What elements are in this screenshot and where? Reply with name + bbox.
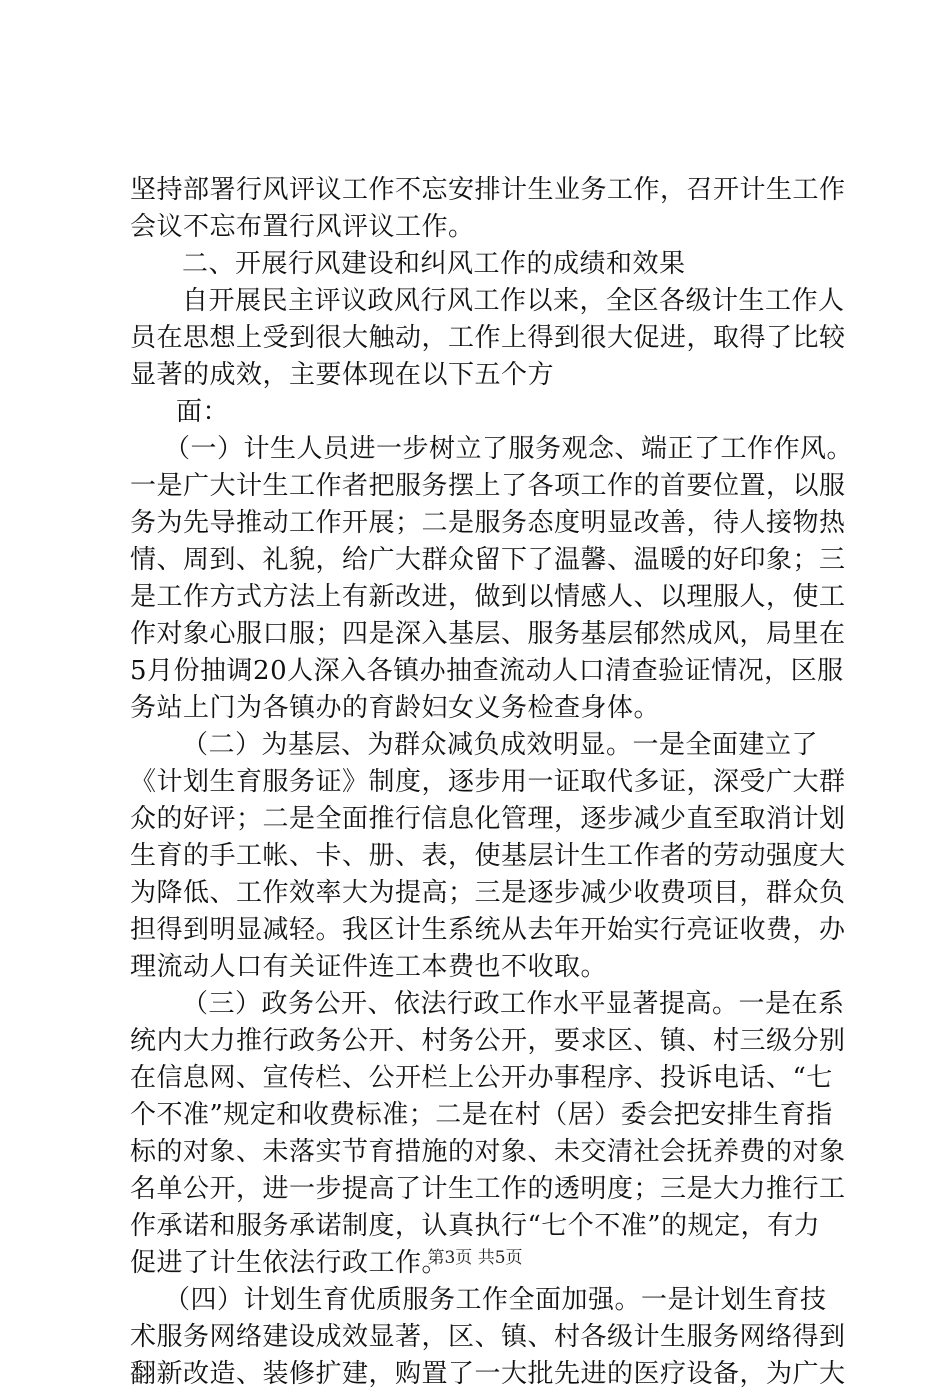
subsection-heading: （三）政务公开、依法行政工作水平显著提高。一是在系 <box>182 989 845 1019</box>
page-number-footer: 第3页 共5页 <box>427 1248 523 1268</box>
text-line: 一是广大计生工作者把服务摆上了各项工作的首要位置，以服 <box>130 471 846 501</box>
text-line: 翻新改造、装修扩建，购置了一大批先进的医疗设备，为广大 <box>130 1359 846 1389</box>
text-line: 名单公开，进一步提高了计生工作的透明度；三是大力推行工 <box>130 1174 846 1204</box>
text-line: 担得到明显减轻。我区计生系统从去年开始实行亮证收费，办 <box>130 915 846 945</box>
paragraph-start: 自开展民主评议政风行风工作以来，全区各级计生工作人 <box>182 286 845 316</box>
text-line: 个不准”规定和收费标准；二是在村（居）委会把安排生育指 <box>130 1100 833 1130</box>
text-line: 为降低、工作效率大为提高；三是逐步减少收费项目，群众负 <box>130 878 846 908</box>
text-line: 统内大力推行政务公开、村务公开，要求区、镇、村三级分别 <box>130 1026 846 1056</box>
text-line: 务站上门为各镇办的育龄妇女义务检查身体。 <box>130 693 661 723</box>
text-line: 是工作方式方法上有新改进，做到以情感人、以理服人，使工 <box>130 582 846 612</box>
subsection-heading: （一）计生人员进一步树立了服务观念、端正了工作作风。 <box>164 434 854 464</box>
text-line: 众的好评；二是全面推行信息化管理，逐步减少直至取消计划 <box>130 804 846 834</box>
text-line: 务为先导推动工作开展；二是服务态度明显改善，待人接物热 <box>130 508 846 538</box>
text-line: 作对象心服口服；四是深入基层、服务基层郁然成风，局里在 <box>130 619 846 649</box>
text-line: 在信息网、宣传栏、公开栏上公开办事程序、投诉电话、“七 <box>130 1063 833 1093</box>
section-heading: 二、开展行风建设和纠风工作的成绩和效果 <box>182 249 686 279</box>
subsection-heading: （四）计划生育优质服务工作全面加强。一是计划生育技 <box>164 1285 827 1315</box>
text-line: 面： <box>176 397 230 427</box>
text-line: 作承诺和服务承诺制度，认真执行“七个不准”的规定，有力 <box>130 1211 821 1241</box>
text-line: 《计划生育服务证》制度，逐步用一证取代多证，深受广大群 <box>130 767 846 797</box>
text-line: 员在思想上受到很大触动，工作上得到很大促进，取得了比较 <box>130 323 846 353</box>
subsection-heading: （二）为基层、为群众减负成效明显。一是全面建立了 <box>182 730 819 760</box>
text-line: 标的对象、未落实节育措施的对象、未交清社会抚养费的对象 <box>130 1137 846 1167</box>
text-line: 5月份抽调20人深入各镇办抽查流动人口清查验证情况，区服 <box>130 656 844 686</box>
text-line: 情、周到、礼貌，给广大群众留下了温馨、温暖的好印象；三 <box>130 545 846 575</box>
text-line: 会议不忘布置行风评议工作。 <box>130 212 475 242</box>
text-line: 术服务网络建设成效显著，区、镇、村各级计生服务网络得到 <box>130 1322 846 1352</box>
text-line: 理流动人口有关证件连工本费也不收取。 <box>130 952 608 982</box>
text-line: 显著的成效，主要体现在以下五个方 <box>130 360 555 390</box>
text-line: 生育的手工帐、卡、册、表，使基层计生工作者的劳动强度大 <box>130 841 846 871</box>
document-body <box>130 172 854 1393</box>
text-line: 坚持部署行风评议工作不忘安排计生业务工作，召开计生工作 <box>130 175 846 205</box>
text-line: 促进了计生依法行政工作。 <box>130 1248 449 1278</box>
